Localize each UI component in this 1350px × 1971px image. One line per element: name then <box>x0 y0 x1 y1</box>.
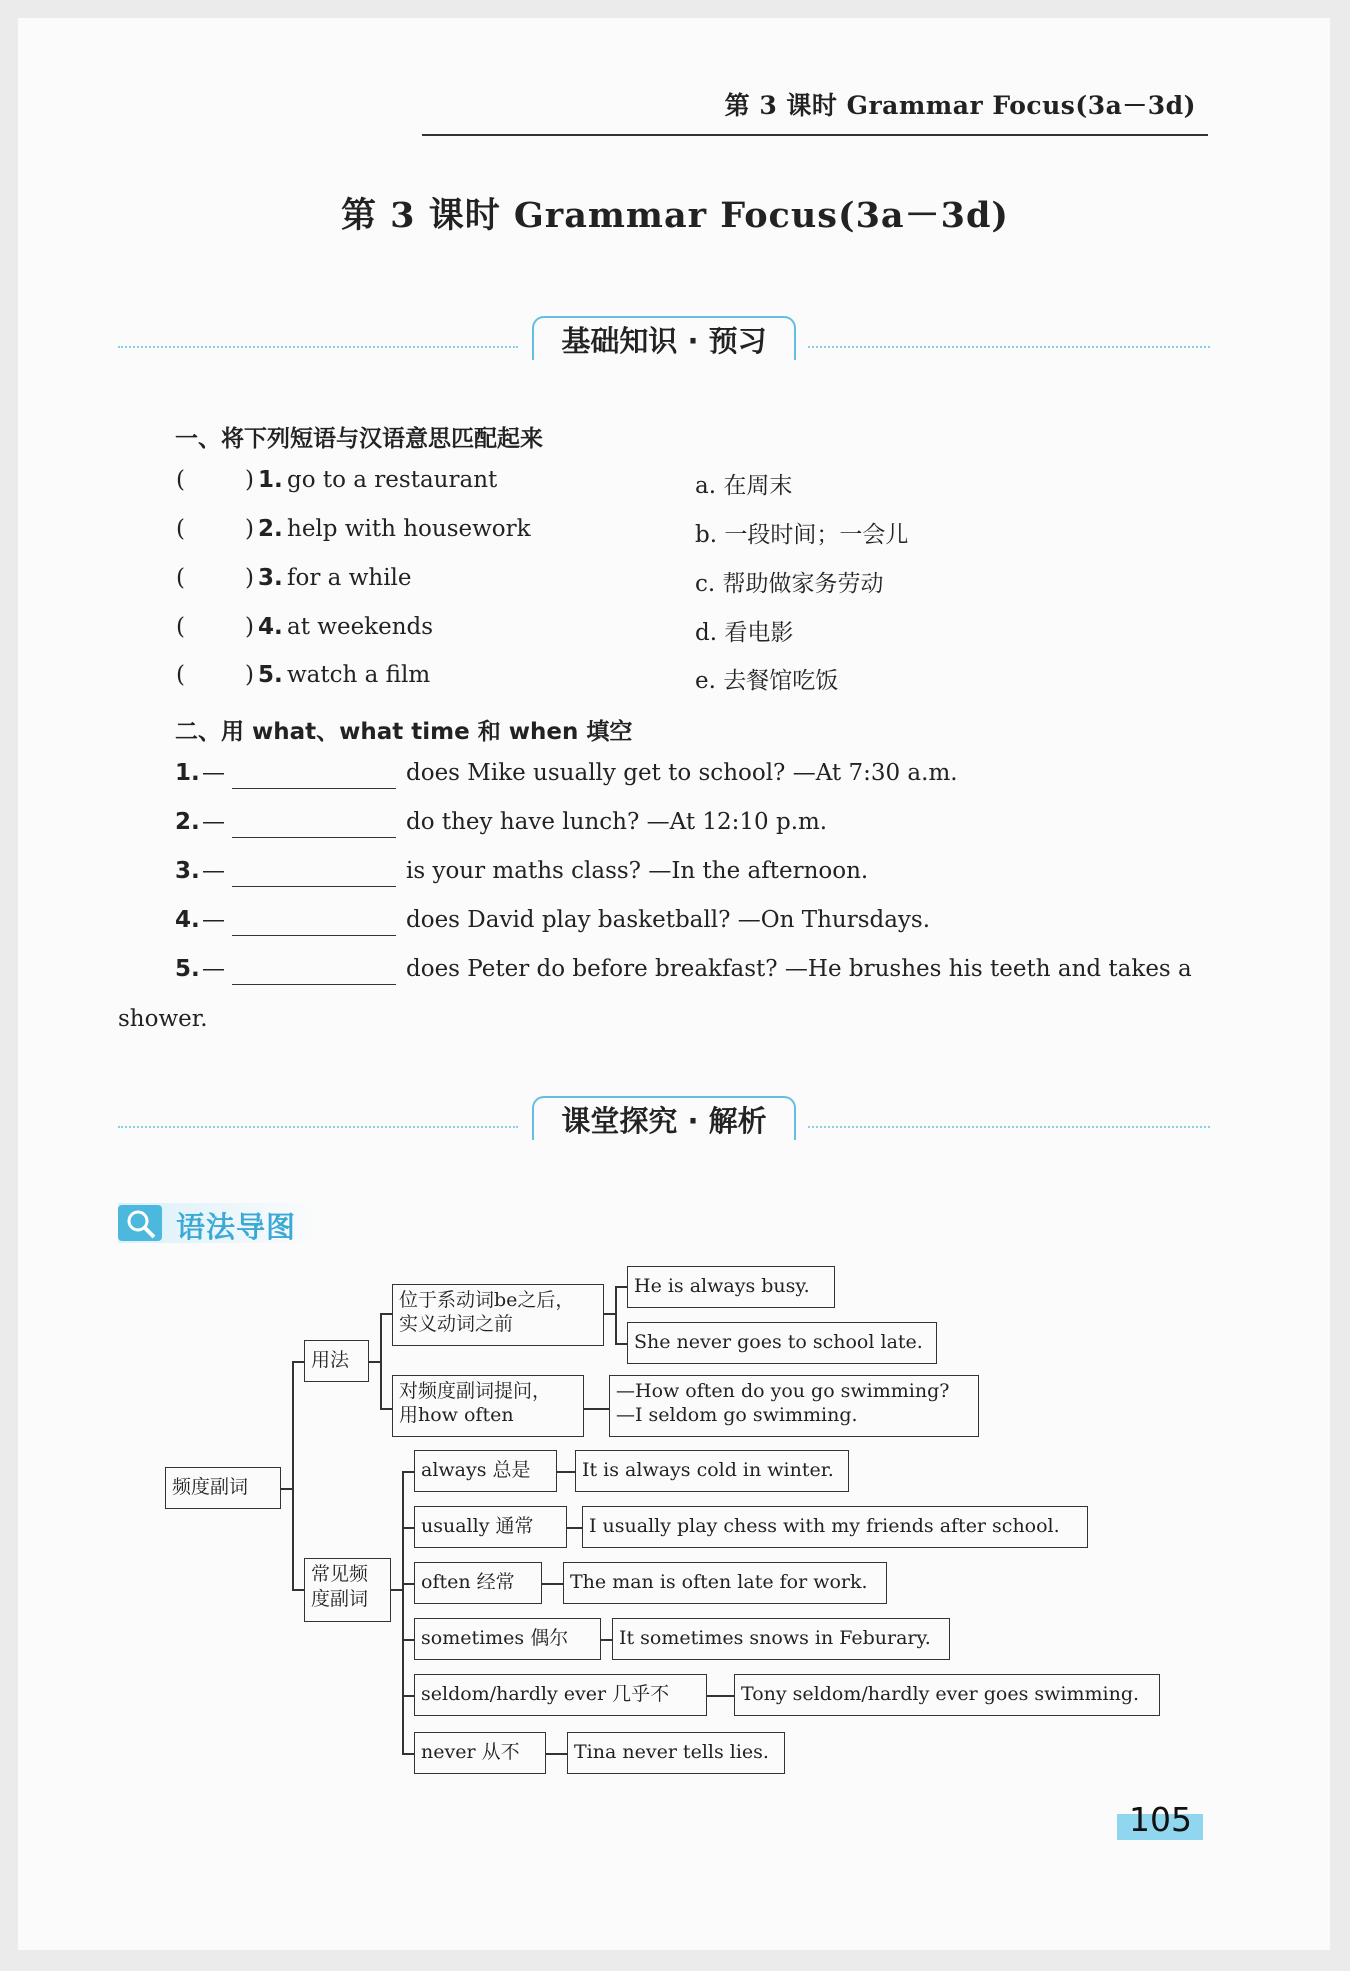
answer-paren-close: ) <box>245 516 254 542</box>
item-number: 2. <box>175 809 200 835</box>
adverb-example-box: Tony seldom/hardly ever goes swimming. <box>734 1674 1160 1716</box>
page-number: 105 <box>1129 1800 1192 1839</box>
common-line1: 常见频 <box>311 1563 369 1585</box>
question-text: does Mike usually get to school? —At 7:30 a.m. <box>406 760 958 786</box>
answer-blank[interactable] <box>232 766 396 789</box>
meaning-text: b. 一段时间；一会儿 <box>695 522 909 548</box>
part2-heading: 二、用 what、what time 和 when 填空 <box>175 719 633 745</box>
phrase-number: 4. <box>258 614 283 640</box>
answer-paren-close: ) <box>245 565 254 591</box>
usage-rule2-box <box>392 1375 584 1437</box>
section-tab-label: 课堂探究 · 解析 <box>532 1096 796 1140</box>
adverb-example-box: It sometimes snows in Feburary. <box>612 1618 950 1660</box>
section-tab-label: 基础知识 · 预习 <box>532 316 796 360</box>
item-number: 5. <box>175 956 200 982</box>
answer-blank[interactable] <box>232 815 396 838</box>
divider-right <box>808 346 1210 348</box>
question-text: does David play basketball? —On Thursdays. <box>406 907 931 933</box>
adverb-example-box: Tina never tells lies. <box>567 1732 785 1774</box>
item-number: 4. <box>175 907 200 933</box>
example-dialog-box <box>609 1375 979 1437</box>
adverb-example-box: I usually play chess with my friends after school. <box>582 1506 1088 1548</box>
dash: — <box>202 760 225 786</box>
item-number: 3. <box>175 858 200 884</box>
header-rule <box>422 134 1208 136</box>
answer-blank[interactable] <box>232 962 396 985</box>
adverb-example-box: The man is often late for work. <box>563 1562 887 1604</box>
adverb-box: always 总是 <box>414 1450 557 1492</box>
answer-blank[interactable] <box>232 864 396 887</box>
adverb-box: seldom/hardly ever 几乎不 <box>414 1674 707 1716</box>
common-line2: 度副词 <box>311 1588 369 1610</box>
answer-paren-open: ( <box>176 662 185 688</box>
usage-rule1-line1: 位于系动词be之后， <box>399 1289 575 1311</box>
answer-paren-close: ) <box>245 614 254 640</box>
section-header-explore <box>118 1096 1210 1156</box>
answer-paren-close: ) <box>245 662 254 688</box>
phrase-text: watch a film <box>287 662 431 688</box>
example-box: She never goes to school late. <box>627 1322 937 1364</box>
example-box: He is always busy. <box>627 1266 835 1308</box>
answer-blank[interactable] <box>232 913 396 936</box>
item5-continuation: shower. <box>118 1006 208 1032</box>
phrase-number: 5. <box>258 662 283 688</box>
question-text: is your maths class? —In the afternoon. <box>406 858 869 884</box>
divider-right <box>808 1126 1210 1128</box>
meaning-text: e. 去餐馆吃饭 <box>695 668 839 694</box>
page-title: 第 3 课时 Grammar Focus(3a－3d) <box>340 195 1009 236</box>
phrase-number: 3. <box>258 565 283 591</box>
phrase-number: 1. <box>258 467 283 493</box>
answer-paren-open: ( <box>176 467 185 493</box>
adverb-box: often 经常 <box>414 1562 542 1604</box>
adverb-box: usually 通常 <box>414 1506 567 1548</box>
answer-paren-open: ( <box>176 516 185 542</box>
dash: — <box>202 907 225 933</box>
page <box>18 18 1330 1950</box>
root-box: 频度副词 <box>165 1467 281 1509</box>
running-header: 第 3 课时 Grammar Focus(3a－3d) <box>724 91 1196 120</box>
common-adverbs-box <box>304 1558 391 1622</box>
divider-left <box>118 346 518 348</box>
usage-rule2-line2: 用how often <box>399 1404 514 1426</box>
section-header-basics <box>118 316 1210 376</box>
adverb-box: never 从不 <box>414 1732 546 1774</box>
adverb-example-box: It is always cold in winter. <box>575 1450 849 1492</box>
dash: — <box>202 956 225 982</box>
dialog-line2: —I seldom go swimming. <box>616 1404 858 1426</box>
divider-left <box>118 1126 518 1128</box>
answer-paren-close: ) <box>245 467 254 493</box>
question-text: do they have lunch? —At 12:10 p.m. <box>406 809 828 835</box>
part1-heading: 一、将下列短语与汉语意思匹配起来 <box>175 426 543 452</box>
magnifier-icon <box>118 1205 162 1241</box>
meaning-text: a. 在周末 <box>695 473 793 499</box>
adverb-box: sometimes 偶尔 <box>414 1618 601 1660</box>
phrase-number: 2. <box>258 516 283 542</box>
dash: — <box>202 809 225 835</box>
meaning-text: c. 帮助做家务劳动 <box>695 571 884 597</box>
answer-paren-open: ( <box>176 565 185 591</box>
answer-paren-open: ( <box>176 614 185 640</box>
dialog-line1: —How often do you go swimming? <box>616 1380 950 1402</box>
meaning-text: d. 看电影 <box>695 620 794 646</box>
usage-rule1-box <box>392 1284 604 1346</box>
phrase-text: go to a restaurant <box>287 467 498 493</box>
phrase-text: help with housework <box>287 516 531 542</box>
phrase-text: at weekends <box>287 614 434 640</box>
usage-rule2-line1: 对频度副词提问， <box>399 1380 552 1402</box>
grammar-map-badge <box>118 1203 320 1243</box>
usage-rule1-line2: 实义动词之前 <box>399 1313 514 1335</box>
question-text: does Peter do before breakfast? —He brushes his teeth and takes a <box>406 956 1192 982</box>
usage-box: 用法 <box>304 1340 369 1382</box>
badge-label: 语法导图 <box>176 1210 297 1244</box>
phrase-text: for a while <box>287 565 412 591</box>
item-number: 1. <box>175 760 200 786</box>
page-number-band <box>1117 1800 1203 1840</box>
dash: — <box>202 858 225 884</box>
